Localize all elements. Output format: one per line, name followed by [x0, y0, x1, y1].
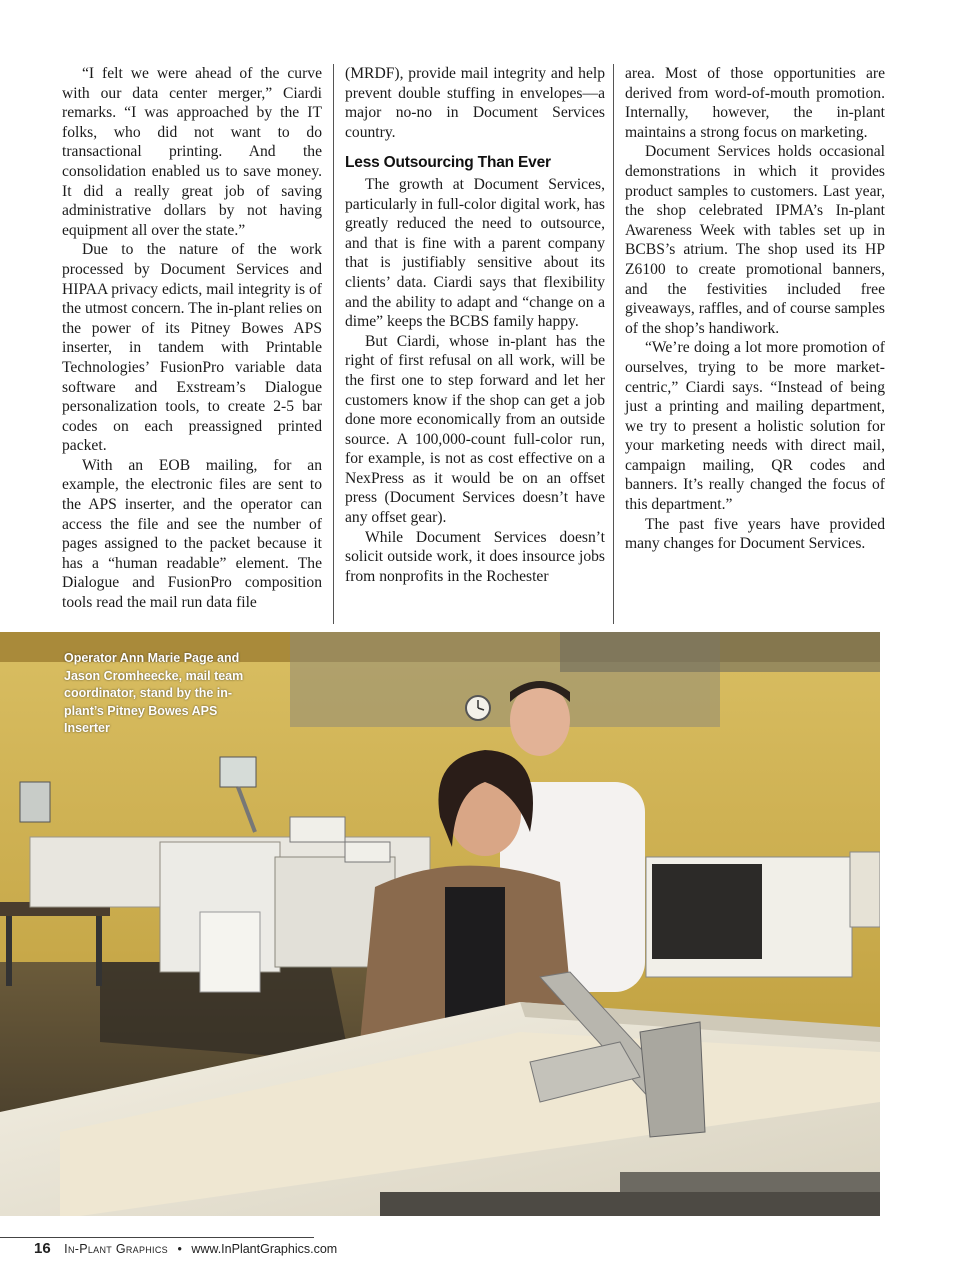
paragraph-continued: (MRDF), provide mail integrity and help prevent double stuffing in envelopes—a major no-no in Document Services country.	[345, 65, 605, 141]
footer-separator: •	[177, 1242, 182, 1256]
page-footer	[34, 1240, 337, 1257]
paragraph: The past five years have provided many changes for Document Services.	[625, 515, 885, 553]
paragraph: “I felt we were ahead of the curve with our data center merger,” Ciardi remarks. “I was approached by the IT folks, who did not want to do transactional printing. And the consolidation enabled us to save money. It did a really great job of saving administrative dollars by not having equipment all over the state.”	[62, 65, 322, 239]
photo-caption: Operator Ann Marie Page and Jason Cromheecke, mail team coordinator, stand by the in-plant’s Pitney Bowes APS Inserter	[64, 651, 244, 736]
section-subhead: Less Outsourcing Than Ever	[345, 154, 551, 172]
paragraph: The growth at Document Services, particularly in full-color digital work, has greatly reduced the need to outsource, and that is fine with a parent company that is justifiably sensitive about its clients’ data. Ciardi says that flexibility and the ability to adapt and “change on a dime” keeps the BCBS family happy.	[345, 175, 605, 331]
paragraph: With an EOB mailing, for an example, the electronic files are sent to the APS inserter, and the operator can access the file and see the number of pages assigned to the packet because it has a “human readable” element. The Dialogue and FusionPro composition tools read the mail run data file	[62, 456, 322, 612]
magazine-name: In-Plant Graphics	[64, 1242, 168, 1256]
paragraph: “We’re doing a lot more promotion of ourselves, trying to be more market-centric,” Ciardi says. “Instead of being just a printing and mailing department, we try to present a holistic solution for your marketing needs with direct mail, campaign mailing, QR codes and banners. It’s really changed the focus of this department.”	[625, 339, 885, 514]
paragraph-continued: area. Most of those opportunities are derived from word-of-mouth promotion. Internally, however, the in-plant maintains a strong focus on marketing.	[625, 65, 885, 141]
paragraph: Due to the nature of the work processed by Document Services and HIPAA privacy edicts, mail integrity is of the utmost concern. The in-plant relies on the power of its Pitney Bowes APS inserter, in tandem with Printable Technologies’ FusionPro variable data software and Exstream’s Dialogue personalization tools, to create 2-5 bar codes on each preassigned printed packet.	[62, 241, 322, 455]
article-column-1	[62, 64, 322, 613]
article-column-3	[625, 64, 885, 554]
footer-url[interactable]: www.InPlantGraphics.com	[191, 1242, 338, 1256]
article-column-2	[345, 64, 605, 586]
column-divider	[333, 64, 334, 624]
paragraph: Document Services holds occasional demonstrations in which it provides product samples to customers. Last year, the shop celebrated IPMA’s In-plant Awareness Week with tables set up in BCBS’s atrium. The shop used its HP Z6100 to create promotional banners, and the festivities included free giveaways, raffles, and of course samples of the shop’s handiwork.	[625, 143, 885, 337]
footer-divider	[0, 1237, 314, 1238]
paragraph: But Ciardi, whose in-plant has the right of first refusal on all work, will be the first one to step forward and let her customers know if the shop can get a job done more economically from an outside source. A 100,000-count full-color run, for example, is not as cost effective on a NexPress as it would be on an offset press (Document Services doesn’t have any offset gear).	[345, 332, 605, 527]
page-number: 16	[34, 1240, 51, 1257]
column-divider	[613, 64, 614, 624]
paragraph: While Document Services doesn’t solicit outside work, it does insource jobs from nonprofits in the Rochester	[345, 528, 605, 585]
